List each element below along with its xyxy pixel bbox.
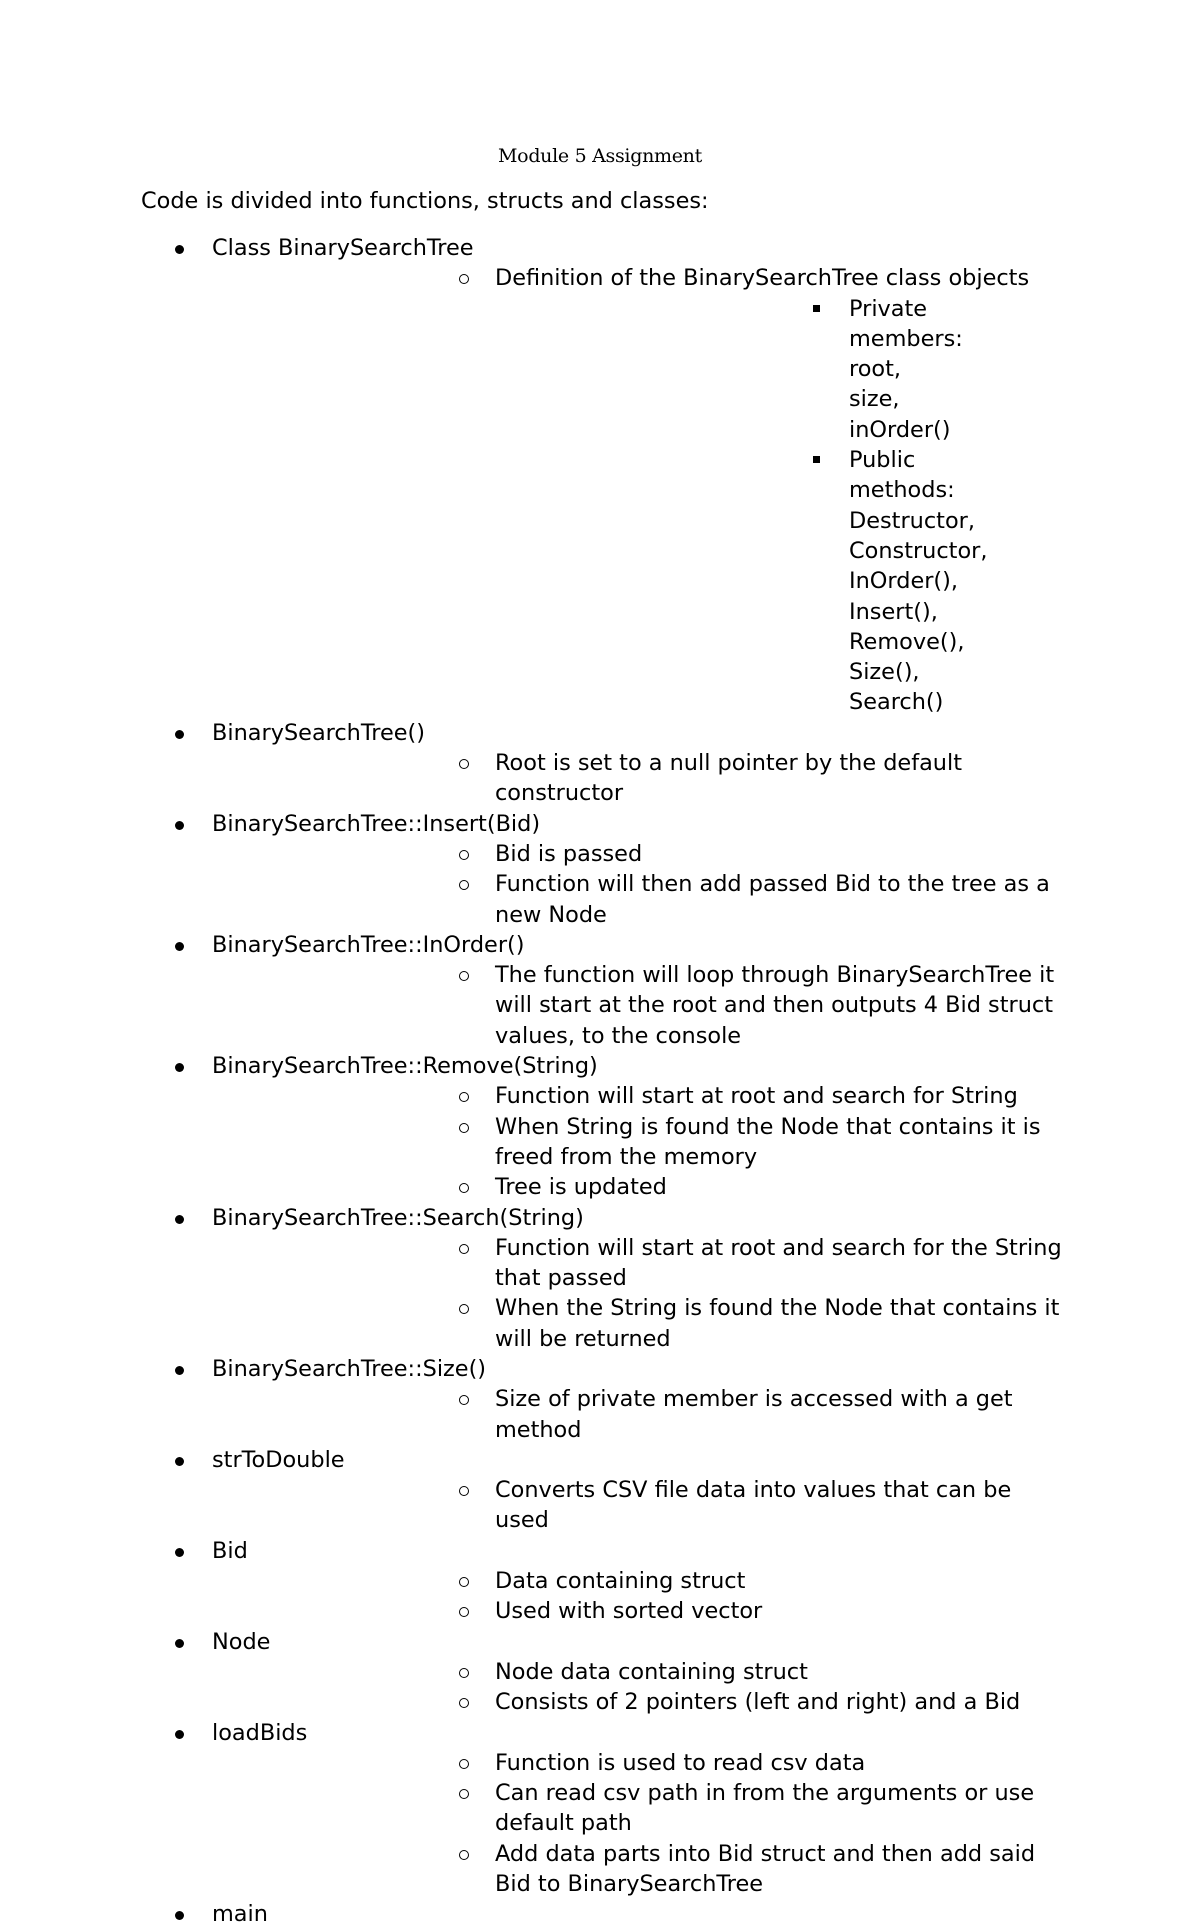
sub-item-label: Data containing struct — [495, 1568, 746, 1595]
sub-item — [212, 263, 1200, 717]
circle-bullet-icon — [459, 1789, 469, 1799]
sub-item-label: Function will start at root and search for the String that passed — [495, 1234, 1062, 1292]
sub-list — [212, 960, 1200, 1051]
outline-item-label: Node — [212, 1628, 271, 1655]
disc-bullet-icon — [175, 1063, 184, 1072]
circle-bullet-icon — [459, 1850, 469, 1860]
sub-item-label: Consists of 2 pointers (left and right) and a Bid — [495, 1689, 1021, 1716]
sub-list — [212, 1081, 1200, 1202]
circle-bullet-icon — [459, 1244, 469, 1254]
sub-item — [212, 1233, 1200, 1294]
disc-bullet-icon — [175, 1548, 184, 1557]
sub-item — [212, 1748, 1200, 1778]
circle-bullet-icon — [459, 1668, 469, 1678]
sub-list — [212, 1657, 1200, 1718]
outline-item-label: Bid — [212, 1537, 248, 1564]
sub-list — [212, 1566, 1200, 1627]
sub-item — [212, 1293, 1200, 1354]
sub-item — [212, 1687, 1200, 1717]
disc-bullet-icon — [175, 1639, 184, 1648]
circle-bullet-icon — [459, 850, 469, 860]
outline-item — [0, 1899, 1200, 1929]
outline-item — [0, 233, 1200, 718]
sub-item-label: Used with sorted vector — [495, 1598, 763, 1625]
sub-sub-list — [495, 294, 1070, 718]
outline-item-label: BinarySearchTree::Remove(String) — [212, 1053, 598, 1080]
sub-item — [212, 1778, 1200, 1839]
sub-sub-item-label: Public methods: Destructor, Constructor, InOrder(), Insert(), Remove(), Size(), Search() — [849, 447, 988, 716]
outline-item — [0, 1536, 1200, 1627]
sub-sub-item — [495, 294, 1070, 445]
outline-list — [0, 233, 1200, 1930]
disc-bullet-icon — [175, 1215, 184, 1224]
intro-paragraph: Code is divided into functions, structs and classes: — [141, 188, 709, 214]
sub-sub-item-label: Private members: root, size, inOrder() — [849, 295, 963, 443]
circle-bullet-icon — [459, 759, 469, 769]
outline-item-label: main — [212, 1901, 268, 1928]
outline-item — [0, 718, 1200, 809]
outline-item-label: BinarySearchTree::Search(String) — [212, 1204, 584, 1231]
sub-item — [212, 1566, 1200, 1596]
outline-item-label: BinarySearchTree::InOrder() — [212, 931, 525, 958]
circle-bullet-icon — [459, 1759, 469, 1769]
sub-item-label: When the String is found the Node that contains it will be returned — [495, 1295, 1060, 1352]
sub-item-label: Function is used to read csv data — [495, 1749, 866, 1776]
circle-bullet-icon — [459, 1183, 469, 1193]
sub-item-label: Converts CSV file data into values that can be used — [495, 1477, 1012, 1534]
sub-list — [212, 1384, 1200, 1445]
sub-item — [212, 1475, 1200, 1536]
circle-bullet-icon — [459, 1577, 469, 1587]
sub-item — [212, 748, 1200, 809]
sub-list — [212, 263, 1200, 717]
sub-item-label: Add data parts into Bid struct and then add said Bid to BinarySearchTree — [495, 1840, 1036, 1898]
sub-list — [212, 748, 1200, 809]
sub-item — [212, 869, 1200, 930]
sub-item-label: Node data containing struct — [495, 1658, 808, 1685]
circle-bullet-icon — [459, 1092, 469, 1102]
sub-item-label: Can read csv path in from the arguments or use default path — [495, 1780, 1035, 1837]
sub-item — [212, 1657, 1200, 1687]
outline-item — [0, 930, 1200, 1051]
sub-item — [212, 1839, 1200, 1900]
circle-bullet-icon — [459, 1304, 469, 1314]
circle-bullet-icon — [459, 880, 469, 890]
circle-bullet-icon — [459, 274, 469, 284]
sub-item — [212, 1081, 1200, 1111]
sub-item-label: Tree is updated — [495, 1174, 667, 1201]
sub-item — [212, 1172, 1200, 1202]
outline-item-label: loadBids — [212, 1719, 308, 1746]
sub-list — [212, 1233, 1200, 1354]
sub-list — [212, 1475, 1200, 1536]
outline-item — [0, 1051, 1200, 1202]
disc-bullet-icon — [175, 821, 184, 830]
outline-item — [0, 1718, 1200, 1900]
outline-item-label: BinarySearchTree::Insert(Bid) — [212, 810, 541, 837]
sub-item-label: Size of private member is accessed with a get method — [495, 1386, 1013, 1443]
outline-item — [0, 1445, 1200, 1536]
sub-item — [212, 1596, 1200, 1626]
sub-item — [212, 1384, 1200, 1445]
disc-bullet-icon — [175, 942, 184, 951]
outline-item-label: Class BinarySearchTree — [212, 235, 474, 261]
circle-bullet-icon — [459, 1698, 469, 1708]
sub-item-label: The function will loop through BinarySearchTree it will start at the root and then outputs 4 Bid struct values, to the console — [495, 962, 1055, 1049]
sub-item-label: Definition of the BinarySearchTree class objects — [495, 265, 1030, 292]
outline-item-label: strToDouble — [212, 1446, 345, 1473]
circle-bullet-icon — [459, 1607, 469, 1617]
sub-item-label: Function will then add passed Bid to the tree as a new Node — [495, 871, 1050, 928]
disc-bullet-icon — [175, 730, 184, 739]
sub-list — [212, 839, 1200, 930]
document-title: Module 5 Assignment — [498, 145, 702, 167]
sub-list — [212, 1748, 1200, 1899]
outline-item — [0, 1203, 1200, 1354]
disc-bullet-icon — [175, 1366, 184, 1375]
circle-bullet-icon — [459, 1123, 469, 1133]
sub-item-label: Function will start at root and search for String — [495, 1083, 1018, 1110]
disc-bullet-icon — [175, 1457, 184, 1466]
outline-item-label: BinarySearchTree() — [212, 719, 425, 746]
disc-bullet-icon — [175, 1911, 184, 1920]
circle-bullet-icon — [459, 1486, 469, 1496]
outline-item — [0, 1354, 1200, 1445]
square-bullet-icon — [813, 456, 820, 463]
sub-sub-item — [495, 445, 1070, 718]
sub-item-label: Root is set to a null pointer by the default constructor — [495, 750, 962, 807]
sub-item-label: When String is found the Node that contains it is freed from the memory — [495, 1113, 1041, 1170]
outline-item — [0, 809, 1200, 930]
sub-item — [212, 839, 1200, 869]
outline-item-label: BinarySearchTree::Size() — [212, 1355, 487, 1382]
square-bullet-icon — [813, 305, 820, 312]
sub-item-label: Bid is passed — [495, 840, 643, 867]
outline-item — [0, 1627, 1200, 1718]
circle-bullet-icon — [459, 1395, 469, 1405]
disc-bullet-icon — [175, 245, 184, 254]
sub-item — [212, 1112, 1200, 1173]
disc-bullet-icon — [175, 1730, 184, 1739]
sub-item — [212, 960, 1200, 1051]
circle-bullet-icon — [459, 971, 469, 981]
